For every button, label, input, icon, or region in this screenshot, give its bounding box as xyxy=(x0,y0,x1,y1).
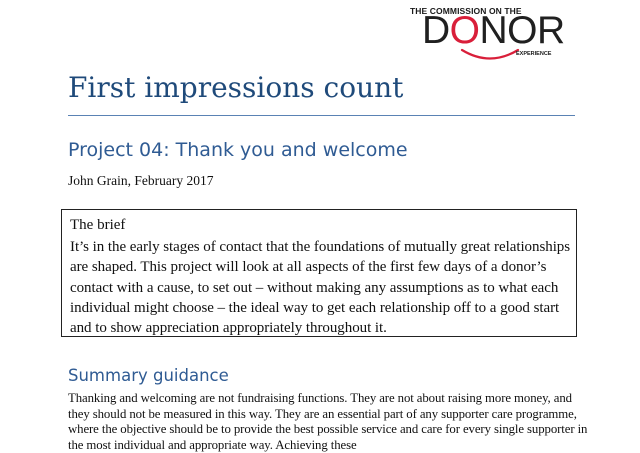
logo-wordmark xyxy=(422,11,565,51)
brief-heading: The brief xyxy=(70,217,126,233)
title-divider xyxy=(68,115,575,116)
logo-top-line: THE COMMISSION ON THE xyxy=(410,6,522,16)
donor-experience-logo xyxy=(408,6,564,66)
author-date-byline: John Grain, February 2017 xyxy=(68,173,214,188)
document-title: First impressions count xyxy=(68,71,404,104)
project-title: Project 04: Thank you and welcome xyxy=(68,139,408,161)
logo-letter-d: D xyxy=(422,9,450,52)
logo-bottom-line: EXPERIENCE xyxy=(516,51,552,57)
brief-text: It’s in the early stages of contact that the foundations of mutually great relationships are shaped. This project will look at all aspects of the first few days of a donor’s contact with a cause, to set out – without making any assumptions as to what each individual might choose – the ideal way to get each relationship off to a good start and to show appreciation appropriately throughout it. xyxy=(70,239,571,337)
summary-heading: Summary guidance xyxy=(68,366,229,385)
summary-text: Thanking and welcoming are not fundraising functions. They are not about raising more money, and they should not be measured in this way. They are an essential part of any supporter care programme, where the objective should be to provide the best possible service and care for every single supporter in the most individual and appropriate way. Achieving these xyxy=(68,391,588,452)
logo-smile-icon xyxy=(460,47,520,63)
logo-letters-nor: NOR xyxy=(479,9,565,52)
brief-box xyxy=(61,209,577,337)
logo-letter-o: O xyxy=(449,9,480,52)
